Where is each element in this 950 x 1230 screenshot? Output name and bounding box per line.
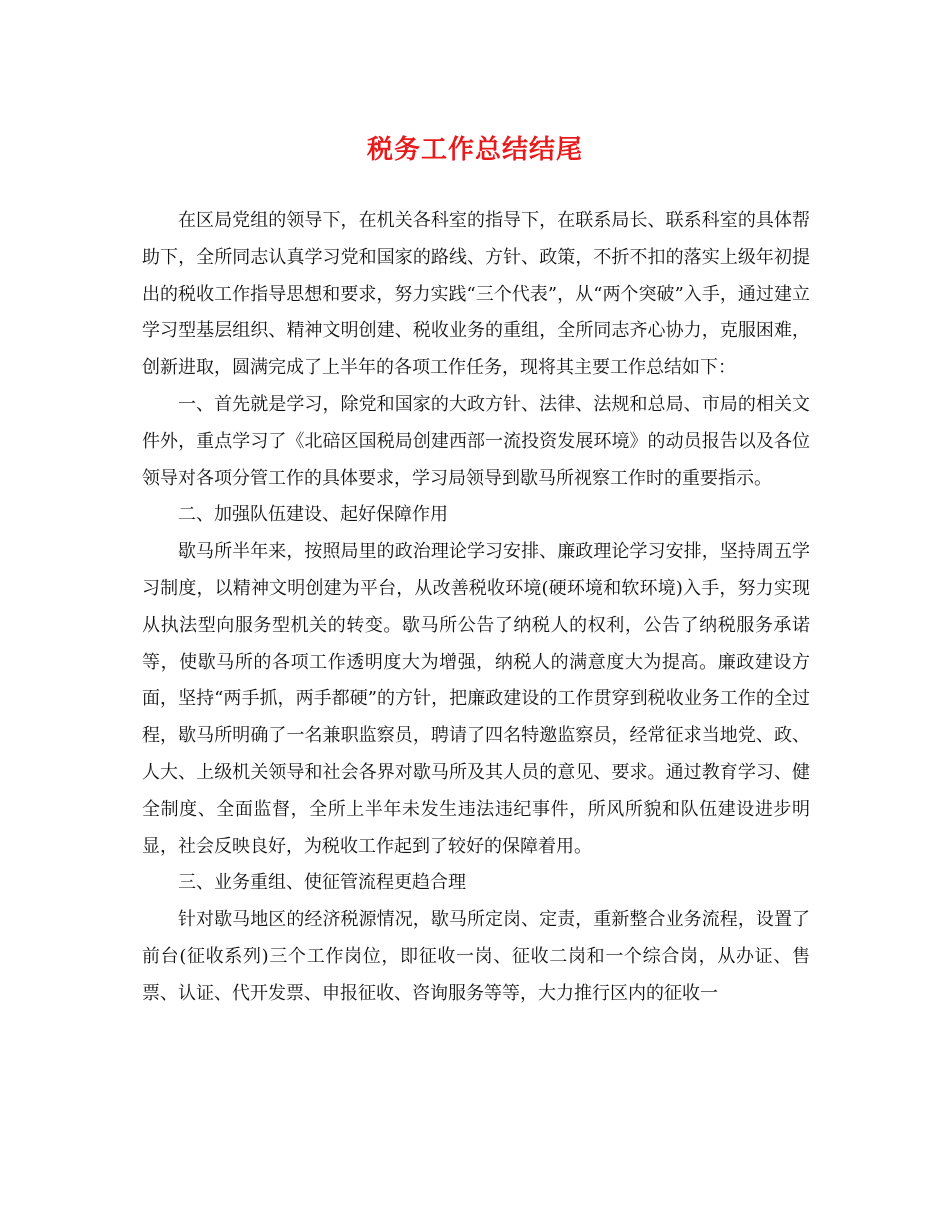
document-body [142,203,810,1013]
document-title: 税务工作总结结尾 [366,135,583,165]
paragraph: 在区局党组的领导下，在机关各科室的指导下，在联系局长、联系科室的具体帮助下，全所同志认真学习党和国家的路线、方针、政策，不折不扣的落实上级年初提出的税收工作指导思想和要求，努力实践“三个代表”，从“两个突破”入手，通过建立学习型基层组织、精神文明创建、税收业务的重组，全所同志齐心协力，克服困难，创新进取，圆满完成了上半年的各项工作任务，现将其主要工作总结如下： [142,210,810,379]
paragraph: 针对歇马地区的经济税源情况，歇马所定岗、定责，重新整合业务流程，设置了前台(征收系列)三个工作岗位，即征收一岗、征收二岗和一个综合岗，从办证、售票、认证、代开发票、申报征收、咨询服务等等，大力推行区内的征收一 [142,909,810,1004]
section-heading: 三、业务重组、使征管流程更趋合理 [178,872,466,894]
paragraph: 歇马所半年来，按照局里的政治理论学习安排、廉政理论学习安排，坚持周五学习制度，以精神文明创建为平台，从改善税收环境(硬环境和软环境)入手，努力实现从执法型向服务型机关的转变。歇马所公告了纳税人的权利，公告了纳税服务承诺等，使歇马所的各项工作透明度大为增强，纳税人的满意度大为提高。廉政建设方面，坚持“两手抓，两手都硬”的方针，把廉政建设的工作贯穿到税收业务工作的全过程，歇马所明确了一名兼职监察员，聘请了四名特邀监察员，经常征求当地党、政、人大、上级机关领导和社会各界对歇马所及其人员的意见、要求。通过教育学习、健全制度、全面监督，全所上半年未发生违法违纪事件，所风所貌和队伍建设进步明显，社会反映良好，为税收工作起到了较好的保障着用。 [142,541,810,857]
paragraph: 一、首先就是学习，除党和国家的大政方针、法律、法规和总局、市局的相关文件外，重点学习了《北碚区国税局创建西部一流投资发展环境》的动员报告以及各位领导对各项分管工作的具体要求，学习局领导到歇马所视察工作时的重要指示。 [142,393,810,489]
section-heading: 二、加强队伍建设、起好保障作用 [178,504,448,526]
